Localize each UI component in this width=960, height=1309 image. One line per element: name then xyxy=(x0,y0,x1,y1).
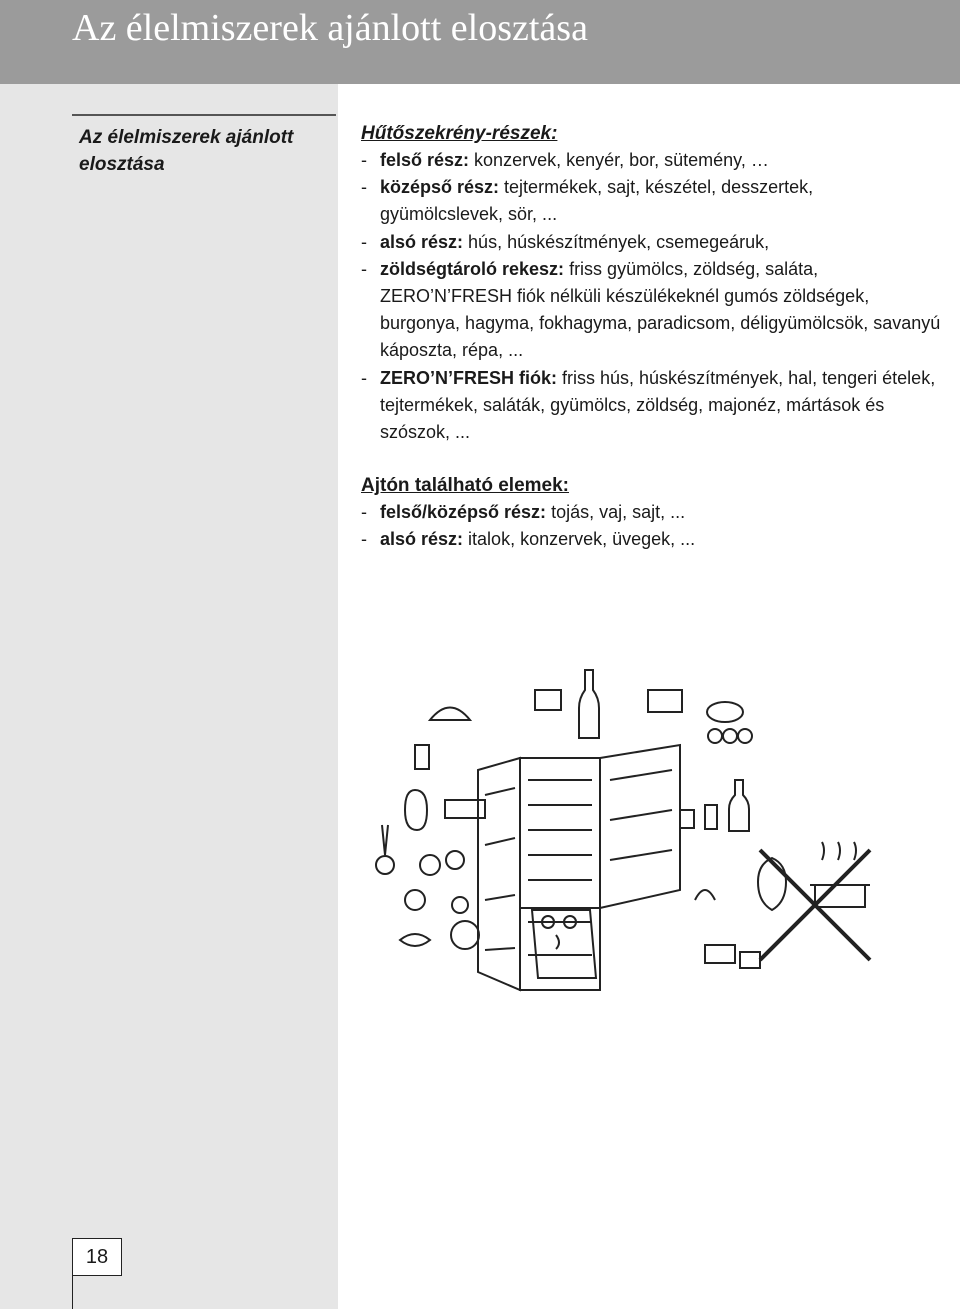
door-section-heading: Ajtón található elemek: xyxy=(361,475,569,497)
page-title: Az élelmiszerek ajánlott elosztása xyxy=(72,7,588,49)
list-item xyxy=(361,499,941,526)
item-text: friss hús, húskészítmények, hal, tengeri ételek, tejtermékek, saláták, gyümölcs, zöldség, majonéz, mártások és szószok, ... xyxy=(380,367,936,443)
list-item xyxy=(361,526,941,553)
fridge-illustration-icon xyxy=(360,660,900,1020)
item-label: alsó rész: xyxy=(380,231,464,252)
item-text: hús, húskészítmények, csemegeáruk, xyxy=(463,231,770,252)
item-text: konzervek, kenyér, bor, sütemény, … xyxy=(469,150,769,170)
item-text: friss gyümölcs, zöldség, saláta, ZERO’N’FRESH fiók nélküli készülékeknél gumós zöldségek, burgonya, hagyma, fokhagyma, paradicsom, déligyümölcsök, savanyú káposzta, répa, ... xyxy=(380,258,941,361)
item-text: tojás, vaj, sajt, ... xyxy=(546,502,686,523)
item-label: középső rész: xyxy=(380,177,500,198)
list-bullet: - xyxy=(361,150,367,170)
list-item xyxy=(361,174,941,228)
list-item xyxy=(361,365,941,447)
item-text: italok, konzervek, üvegek, ... xyxy=(463,529,696,550)
sidebar-title: Az élelmiszerek ajánlott elosztása xyxy=(79,127,294,175)
item-label: ZERO’N’FRESH fiók: xyxy=(380,367,558,388)
item-label: felső/középső rész: xyxy=(380,502,547,523)
list-item xyxy=(361,229,941,256)
content xyxy=(361,120,941,554)
list-item xyxy=(361,147,941,174)
list-bullet: - xyxy=(361,529,367,550)
crossed-out-hot-food-icon xyxy=(758,842,870,960)
page-header xyxy=(0,0,960,84)
sidebar xyxy=(0,84,338,1309)
item-text: tejtermékek, sajt, készétel, desszertek, gyümölcslevek, sör, ... xyxy=(380,177,814,225)
list-bullet: - xyxy=(361,502,367,523)
list-bullet: - xyxy=(361,367,367,388)
item-label: felső rész: xyxy=(380,150,470,170)
sidebar-divider xyxy=(72,114,336,116)
list-bullet: - xyxy=(361,231,367,252)
list-bullet: - xyxy=(361,258,367,279)
item-label: alsó rész: xyxy=(380,529,464,550)
list-item xyxy=(361,256,941,365)
item-label: zöldségtároló rekesz: xyxy=(380,258,565,279)
fridge-section-heading: Hűtőszekrény-részek: xyxy=(361,123,558,144)
list-bullet: - xyxy=(361,177,367,198)
page-number: 18 xyxy=(72,1238,122,1276)
